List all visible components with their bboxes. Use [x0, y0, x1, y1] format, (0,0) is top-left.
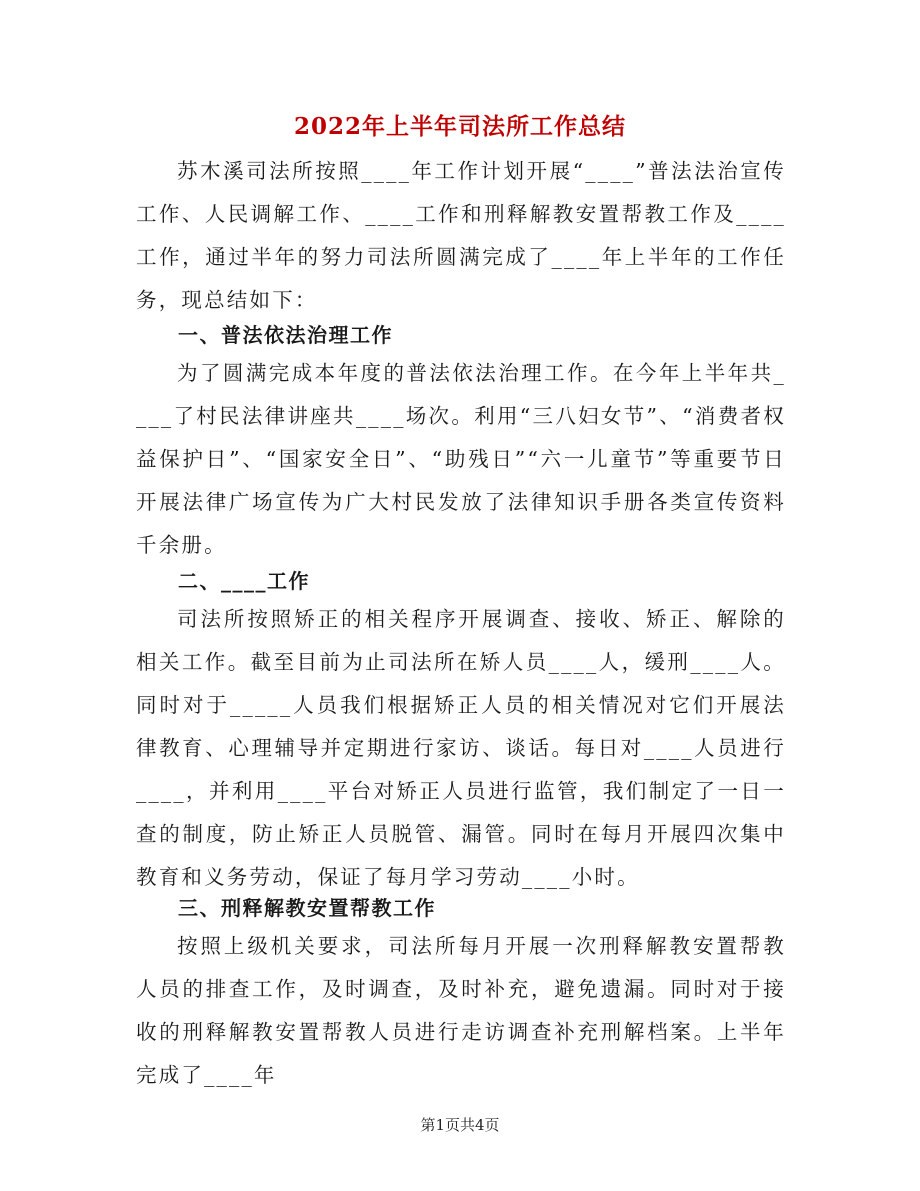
section-paragraph-2: 司法所按照矫正的相关程序开展调查、接收、矫正、解除的相关工作。截至目前为止司法所在矫人员____人，缓刑____人。同时对于_____人员我们根据矫正人员的相关情况对它们开展法律教育、心理辅导并定期进行家访、谈话。每日对____人员进行____，并利用____平台对矫正人员进行监管，我们制定了一日一查的制度，防止矫正人员脱管、漏管。同时在每月开展四次集中教育和义务劳动，保证了每月学习劳动____小时。 — [136, 607, 786, 889]
section-heading-2: 二、____工作 — [178, 569, 310, 593]
section-heading-1: 一、普法依法治理工作 — [178, 323, 393, 347]
page-number-footer: 第1页共4页 — [420, 1116, 500, 1134]
intro-paragraph: 苏木溪司法所按照____年工作计划开展“____”普法法治宣传工作、人民调解工作、____工作和刑释解教安置帮教工作及____工作，通过半年的努力司法所圆满完成了____年上半年的工作任务，现总结如下： — [136, 159, 786, 312]
document-title: 2022年上半年司法所工作总结 — [293, 113, 626, 140]
section-paragraph-3: 按照上级机关要求，司法所每月开展一次刑释解教安置帮教人员的排查工作，及时调查，及时补充，避免遗漏。同时对于接收的刑释解教安置帮教人员进行走访调查补充刑解档案。上半年完成了____年 — [136, 934, 786, 1087]
section-heading-3: 三、刑释解教安置帮教工作 — [178, 896, 436, 920]
section-paragraph-1: 为了圆满完成本年度的普法依法治理工作。在今年上半年共____了村民法律讲座共____场次。利用“三八妇女节”、“消费者权益保护日”、“国家安全日”、“助残日”“六一儿童节”等重要节日开展法律广场宣传为广大村民发放了法律知识手册各类宣传资料千余册。 — [136, 361, 786, 557]
